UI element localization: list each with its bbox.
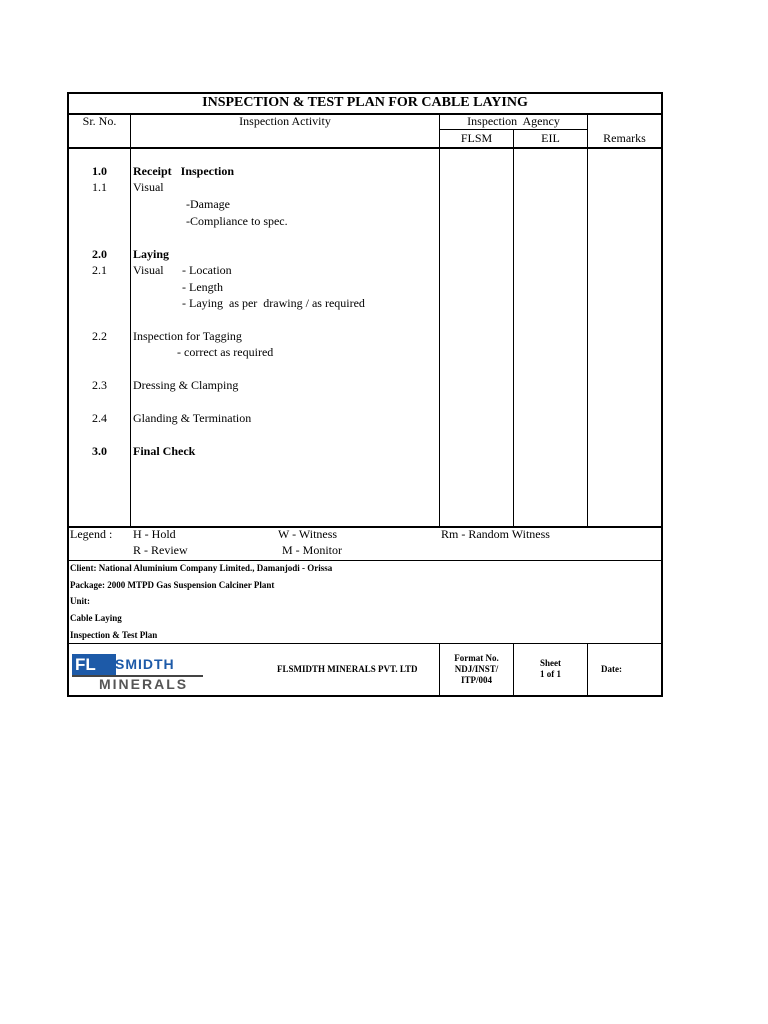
row-subitem: - Length	[182, 280, 223, 294]
legend-review: R - Review	[133, 543, 188, 557]
header-eil: EIL	[541, 131, 560, 145]
page-title: INSPECTION & TEST PLAN FOR CABLE LAYING	[202, 95, 528, 110]
col-rule-flsm	[513, 129, 514, 527]
sheet-value: 1 of 1	[540, 669, 561, 679]
format-no-value: NDJ/INST/	[454, 664, 499, 674]
row-number: 2.3	[92, 378, 107, 392]
legend-monitor: M - Monitor	[282, 543, 342, 557]
row-number: 2.4	[92, 411, 107, 425]
itp-line: Inspection & Test Plan	[70, 630, 158, 640]
itp-sheet	[67, 92, 663, 697]
row-text: Receipt Inspection	[133, 164, 234, 178]
row-text: Visual	[133, 263, 164, 277]
row-subitem: -Damage	[186, 197, 230, 211]
company-logo	[72, 654, 116, 676]
row-subitem: - Location	[182, 263, 232, 277]
legend-random: Rm - Random Witness	[441, 527, 550, 541]
header-sr-no: Sr. No.	[82, 114, 117, 128]
rule-info-end	[67, 643, 663, 644]
row-text: Visual	[133, 180, 164, 194]
client-line: Client: National Aluminium Company Limited., Damanjodi - Orissa	[70, 563, 333, 573]
border-top	[67, 92, 663, 94]
logo-minerals-text: MINERALS	[99, 676, 189, 692]
logo-fl-text: FL	[75, 655, 96, 674]
row-number: 2.0	[92, 247, 107, 261]
footer-rule-3	[587, 643, 588, 696]
col-rule-activity	[439, 113, 440, 527]
row-subitem: - Laying as per drawing / as required	[182, 296, 365, 310]
row-text: Glanding & Termination	[133, 411, 252, 425]
date-label: Date:	[601, 664, 622, 674]
row-number: 3.0	[92, 444, 107, 458]
row-number: 2.2	[92, 329, 107, 343]
package-line: Package: 2000 MTPD Gas Suspension Calciner Plant	[70, 580, 275, 590]
header-agency: Inspection Agency	[467, 114, 560, 128]
row-subitem: -Compliance to spec.	[186, 214, 288, 228]
border-right	[661, 92, 663, 697]
legend-witness: W - Witness	[278, 527, 338, 541]
rule-legend-end	[67, 560, 663, 561]
cable-line: Cable Laying	[70, 613, 122, 623]
col-rule-srno	[130, 113, 131, 527]
legend-hold: H - Hold	[133, 527, 176, 541]
row-number: 2.1	[92, 263, 107, 277]
row-text: Dressing & Clamping	[133, 378, 239, 392]
logo-smidth-text: SMIDTH	[115, 656, 175, 672]
row-number: 1.1	[92, 180, 107, 194]
format-no-label: Format No.	[454, 653, 499, 663]
row-text: Final Check	[133, 444, 196, 458]
header-flsm: FLSM	[460, 131, 493, 145]
header-activity: Inspection Activity	[239, 114, 331, 128]
rule-header	[67, 147, 663, 149]
row-text: Laying	[133, 247, 170, 261]
row-text: Inspection for Tagging	[133, 329, 242, 343]
row-number: 1.0	[92, 164, 107, 178]
row-subitem: - correct as required	[177, 345, 274, 359]
col-rule-eil	[587, 113, 588, 527]
unit-line: Unit:	[70, 596, 90, 606]
legend-label: Legend :	[70, 527, 113, 541]
sheet-label: Sheet	[540, 658, 561, 668]
header-remarks: Remarks	[603, 131, 646, 145]
company-name: FLSMIDTH MINERALS PVT. LTD	[277, 664, 418, 674]
border-bottom	[67, 695, 663, 697]
format-no-value: ITP/004	[460, 675, 492, 685]
